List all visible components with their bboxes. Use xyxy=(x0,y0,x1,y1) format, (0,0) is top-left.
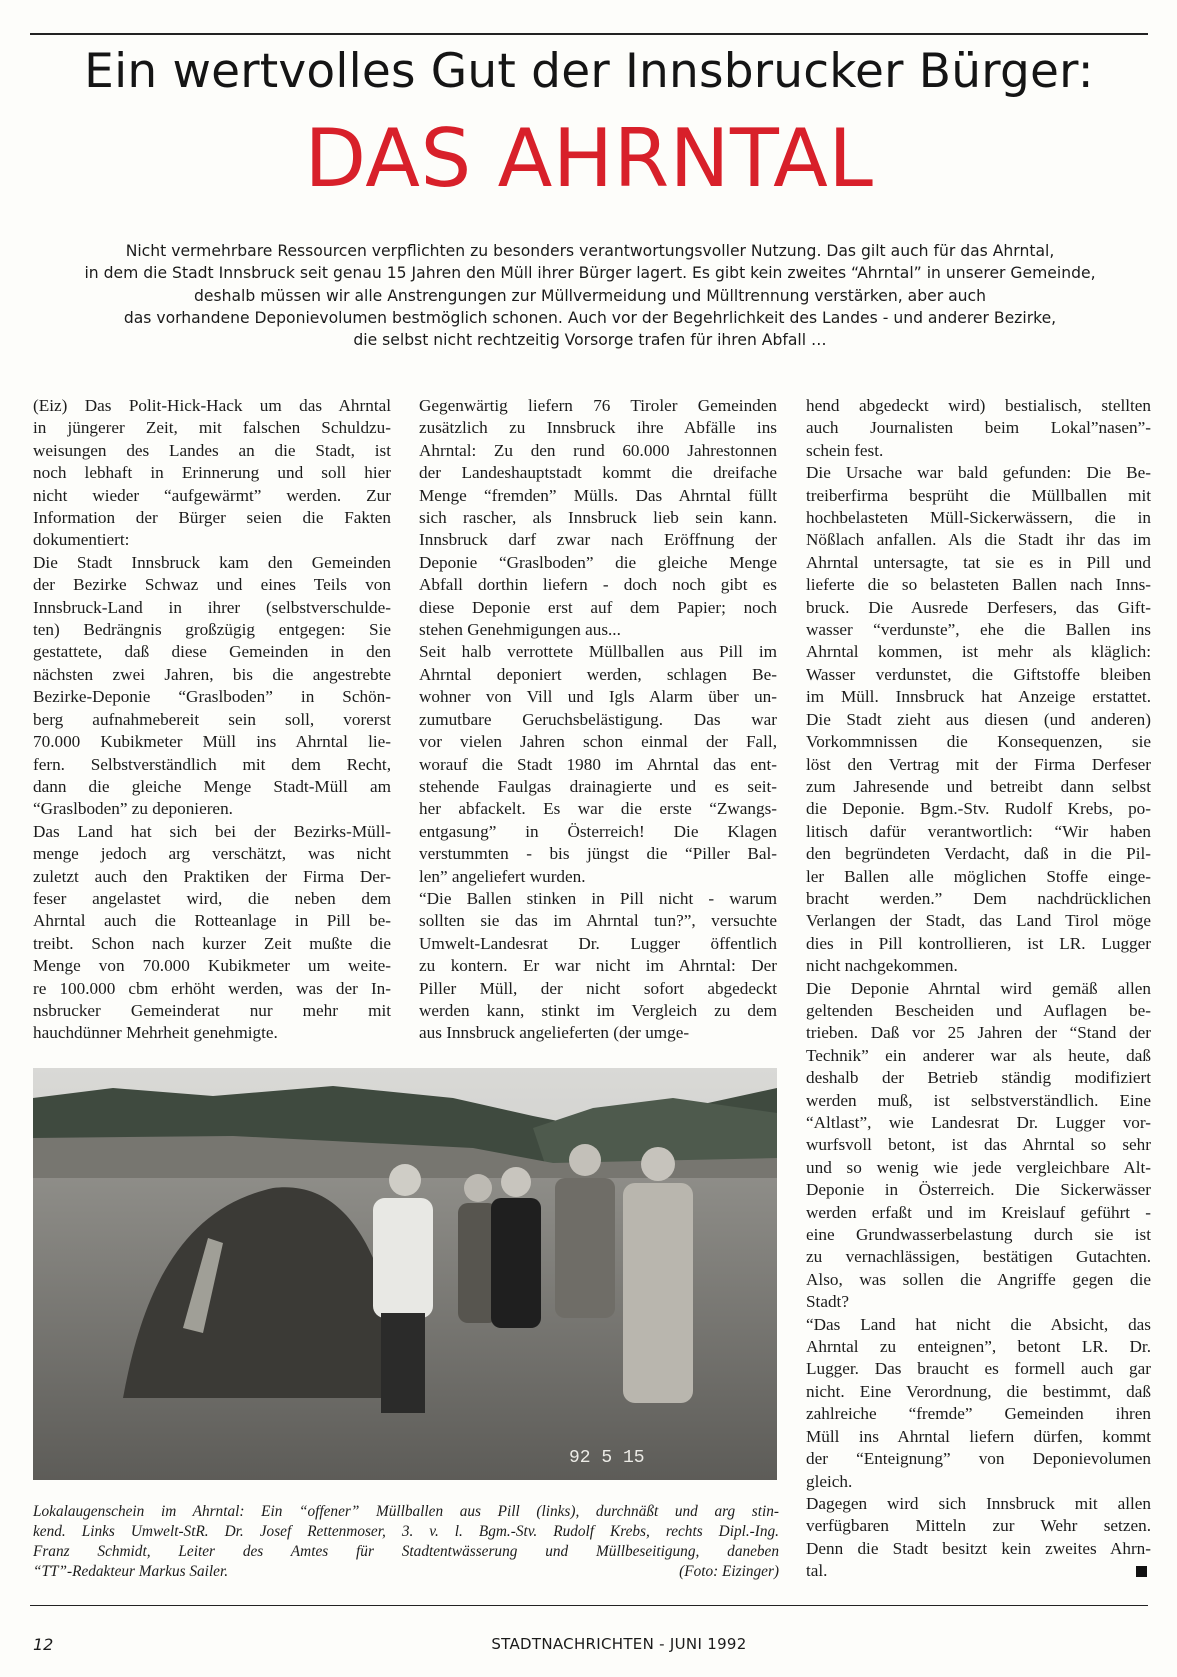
text-line: gestattete, daß diese Gemeinden in den xyxy=(33,642,391,662)
text-line: Dagegen wird sich Innsbruck mit allen xyxy=(806,1493,1151,1513)
text-line: nächsten zwei Jahren, bis die angestrebte xyxy=(33,664,391,684)
text-line: Wasser verdunstet, die Giftstoffe bleiben xyxy=(806,664,1151,684)
text-line: Innsbruck-Land in ihrer (selbstverschulde- xyxy=(33,597,391,617)
text-line: Deponie in Österreich. Die Sickerwässer xyxy=(806,1180,1151,1200)
text-line: hauchdünner Mehrheit genehmigte. xyxy=(33,1023,278,1043)
text-line: menge jedoch arg verschätzt, was nicht xyxy=(33,844,391,864)
text-line: Die Deponie Ahrntal wird gemäß allen xyxy=(806,978,1151,998)
text-line: litisch dafür verantwortlich: “Wir haben xyxy=(806,821,1151,841)
text-line: Technik” ein anderer war als heute, daß xyxy=(806,1045,1151,1065)
lead-line: die selbst nicht rechtzeitig Vorsorge trafen für ihren Abfall … xyxy=(353,331,827,350)
text-line: treibt. Schon nach kurzer Zeit mußte die xyxy=(33,933,391,953)
text-line: werden kann, stinkt im Vergleich zu dem xyxy=(419,1000,777,1020)
text-line: sich rascher, als Innsbruck lieb sein kann. xyxy=(419,508,777,528)
text-line: dann die gleiche Menge Stadt-Müll am xyxy=(33,776,391,796)
text-line: 70.000 Kubikmeter Müll ins Ahrntal lie- xyxy=(33,732,391,752)
text-line: wasser “verdunste”, ehe die Ballen ins xyxy=(806,620,1151,640)
text-line: ten) Bedrängnis großzügig entgegen: Sie xyxy=(33,620,391,640)
landfill-photo xyxy=(33,1068,777,1480)
text-line: “Das Land hat nicht die Absicht, das xyxy=(806,1314,1151,1334)
text-line: bruck. Die Ausrede Derfesers, das Gift- xyxy=(806,597,1151,617)
text-line: Die Stadt Innsbruck kam den Gemeinden xyxy=(33,552,391,572)
text-line: nicht. Eine Verordnung, die bestimmt, daß xyxy=(806,1381,1151,1401)
text-line: Verlangen der Stadt, das Land Tirol möge xyxy=(806,911,1151,931)
text-line: in jüngerer Zeit, mit falschen Schuldzu- xyxy=(33,418,391,438)
article-column-2 xyxy=(419,395,777,1045)
text-line: berg aufnahmebereit sein soll, vorerst xyxy=(33,709,391,729)
text-line: Ahrntal deponiert werden, schlagen Be- xyxy=(419,664,777,684)
text-line: und so wenig wie jede vergleichbare Alt- xyxy=(806,1157,1151,1177)
page-number: 12 xyxy=(33,1635,54,1654)
text-line: Nößlach anfallen. Als die Stadt ihr das im xyxy=(806,530,1151,550)
text-line: (Eiz) Das Polit-Hick-Hack um das Ahrntal xyxy=(33,396,391,415)
caption-line xyxy=(33,1562,779,1582)
text-line: Piller Müll, der nicht sofort abgedeckt xyxy=(419,978,777,998)
text-line: diese Deponie erst auf dem Papier; noch xyxy=(419,597,777,617)
text-line: Information der Bürger seien die Fakten xyxy=(33,508,391,528)
lead-line: deshalb müssen wir alle Anstrengungen zur Müllvermeidung und Mülltrennung verstärken, aber auch xyxy=(194,286,986,305)
text-line: stehen Genehmigungen aus... xyxy=(419,620,621,640)
text-line: “Die Ballen stinken in Pill nicht - warum xyxy=(419,888,777,908)
text-line: eine Grundwasserbelastung durch sie ist xyxy=(806,1225,1151,1245)
article-column-1 xyxy=(33,395,391,1045)
caption-line: Franz Schmidt, Leiter des Amtes für Stadtentwässerung und Müllbeseitigung, daneben xyxy=(33,1542,779,1560)
headline: Ein wertvolles Gut der Innsbrucker Bürger: xyxy=(84,44,1094,99)
text-line: ler Ballen alle möglichen Stoffe einge- xyxy=(806,866,1151,886)
text-line: Ahrntal kommen, ist mehr als kläglich: xyxy=(806,642,1151,662)
text-line: verfügbaren Mitteln zur Wehr setzen. xyxy=(806,1516,1151,1536)
text-line: Seit halb verrottete Müllballen aus Pill im xyxy=(419,642,777,662)
text-line: Ahrntal zu enteignen”, betont LR. Dr. xyxy=(806,1337,1151,1357)
lead-line: das vorhandene Deponievolumen bestmöglich schonen. Auch vor der Begehrlichkeit des Landes - und anderer Bezirke, xyxy=(123,308,1057,327)
text-line: nicht wieder “aufgewärmt” werden. Zur xyxy=(33,485,391,505)
photo-credit: (Foto: Eizinger) xyxy=(679,1562,779,1580)
text-line: geltenden Bescheiden und Auflagen be- xyxy=(806,1000,1151,1020)
text-line: Abfall dorthin liefern - doch noch gibt es xyxy=(419,575,777,595)
lead-paragraph xyxy=(40,240,1140,351)
text-line: dokumentiert: xyxy=(33,530,130,550)
text-line: fern. Selbstverständlich mit dem Recht, xyxy=(33,754,391,774)
text-line: den begründeten Verdacht, daß in die Pil- xyxy=(806,844,1151,864)
caption-line: kend. Links Umwelt-StR. Dr. Josef Rettenmoser, 3. v. l. Bgm.-Stv. Rudolf Krebs, rechts Dipl.-Ing. xyxy=(33,1522,779,1540)
text-line: entgasung” in Österreich! Die Klagen xyxy=(419,821,777,841)
text-line: worauf die Stadt 1980 im Ahrntal das ent- xyxy=(419,754,777,774)
text-line: der “Enteignung” von Deponievolumen xyxy=(806,1449,1151,1469)
landfill-photo-illustration xyxy=(33,1068,777,1480)
text-line: Ahrntal: Zu den rund 60.000 Jahrestonnen xyxy=(419,440,777,460)
text-line: nsbrucker Gemeinderat nur mehr mit xyxy=(33,1000,391,1020)
text-line: zuletzt auch den Praktiken der Firma Der- xyxy=(33,866,391,886)
text-line: deshalb der Betrieb ständig modifiziert xyxy=(806,1068,1151,1088)
text-line: trieben. Daß vor 25 Jahren der “Stand der xyxy=(806,1023,1151,1043)
publication-footer xyxy=(30,1635,1148,1653)
text-line: zumutbare Geruchsbelästigung. Das war xyxy=(419,709,777,729)
text-line: Menge “fremden” Mülls. Das Ahrntal füllt xyxy=(419,485,777,505)
text-line: der Landeshauptstadt kommt die dreifache xyxy=(419,463,777,483)
text-line: Die Ursache war bald gefunden: Die Be- xyxy=(806,463,1151,483)
text-line: len” angeliefert wurden. xyxy=(419,866,586,886)
publication-name: STADTNACHRICHTEN - JUNI 1992 xyxy=(491,1635,747,1653)
text-line: re 100.000 cbm erhöht werden, was der In- xyxy=(33,978,391,998)
text-line: Lugger. Das braucht es formell auch gar xyxy=(806,1359,1151,1379)
photo-caption xyxy=(33,1502,779,1582)
text-line: Denn die Stadt besitzt kein zweites Ahrn- xyxy=(806,1538,1151,1558)
text-line: wohner von Vill und Igls Alarm über un- xyxy=(419,687,777,707)
text-line: im Müll. Innsbruck hat Anzeige erstattet. xyxy=(806,687,1151,707)
text-line: Innsbruck darf zwar nach Eröffnung der xyxy=(419,530,777,550)
text-line: Menge von 70.000 Kubikmeter um weite- xyxy=(33,956,391,976)
text-line: “Graslboden” zu deponieren. xyxy=(33,799,233,819)
text-line: verstummten - bis jüngst die “Piller Bal- xyxy=(419,844,777,864)
text-line: die Deponie. Bgm.-Stv. Rudolf Krebs, po- xyxy=(806,799,1151,819)
text-line: Vorkommnissen die Konsequenzen, sie xyxy=(806,732,1151,752)
text-line: noch lebhaft in Erinnerung und soll hier xyxy=(33,463,391,483)
text-line: zum Jahresende und betreibt dann selbst xyxy=(806,776,1151,796)
text-line: zusätzlich zu Innsbruck ihre Abfälle ins xyxy=(419,418,777,438)
text-line: dies in Pill kontrollieren, ist LR. Lugger xyxy=(806,933,1151,953)
text-line: gleich. xyxy=(806,1471,853,1491)
bottom-rule xyxy=(30,1605,1148,1606)
text-line: treiberfirma besprüht die Müllballen mit xyxy=(806,485,1151,505)
text-line: Ahrntal auch die Rotteanlage in Pill be- xyxy=(33,911,391,931)
text-line: der Bezirke Schwaz und eines Teils von xyxy=(33,575,391,595)
text-line: werden muß, ist selbstverständlich. Eine xyxy=(806,1090,1151,1110)
caption-line-text: “TT”-Redakteur Markus Sailer. xyxy=(33,1562,229,1580)
text-line: Gegenwärtig liefern 76 Tiroler Gemeinden xyxy=(419,396,777,415)
text-line: zu vernachlässigen, bestätigen Gutachten. xyxy=(806,1247,1151,1267)
text-line: stehende Faulgas drainagierte und es seit- xyxy=(419,776,777,796)
text-line: Deponie “Graslboden” die gleiche Menge xyxy=(419,552,777,572)
text-line: “Altlast”, wie Landesrat Dr. Lugger vor- xyxy=(806,1113,1151,1132)
text-line: zahlreiche “fremde” Gemeinden ihren xyxy=(806,1404,1151,1424)
text-line: tal. xyxy=(806,1560,1151,1582)
text-line: Die Stadt zieht aus diesen (und anderen) xyxy=(806,709,1151,729)
text-line: wurfsvoll betont, ist das Ahrntal so sehr xyxy=(806,1135,1151,1155)
text-line: her abfackelt. Es war die erste “Zwangs- xyxy=(419,799,777,819)
text-line: Ahrntal untersagte, tat sie es in Pill und xyxy=(806,552,1151,572)
text-line: hochbelasteten Müll-Sickerwässern, die in xyxy=(806,508,1151,528)
text-line: aus Innsbruck angelieferten (der umge- xyxy=(419,1023,690,1043)
text-line: Stadt? xyxy=(806,1292,849,1312)
photo-date-stamp: 92 5 15 xyxy=(569,1448,645,1468)
text-line: Das Land hat sich bei der Bezirks-Müll- xyxy=(33,821,391,841)
text-line: schein fest. xyxy=(806,440,884,460)
text-line: löst den Vertrag mit der Firma Derfeser xyxy=(806,754,1151,774)
text-line: feser angelastet wird, die neben dem xyxy=(33,888,391,908)
caption-line: Lokalaugenschein im Ahrntal: Ein “offener” Müllballen aus Pill (links), durchnäßt und arg stin- xyxy=(33,1503,779,1520)
text-line: werden erfaßt und im Kreislauf geführt - xyxy=(806,1202,1151,1222)
lead-line: Nicht vermehrbare Ressourcen verpflichten zu besonders verantwortungsvoller Nutzung. Das gilt auch für das Ahrntal, xyxy=(125,242,1055,260)
text-line: Umwelt-Landesrat Dr. Lugger öffentlich xyxy=(419,933,777,953)
article-column-3 xyxy=(806,395,1151,1583)
text-line: sollten sie das im Ahrntal tun?”, versuchte xyxy=(419,911,777,931)
text-line: bracht werden.” Dem nachdrücklichen xyxy=(806,888,1151,908)
text-line: vor vielen Jahren schon einmal der Fall, xyxy=(419,732,777,752)
text-line: zu kontern. Er war nicht im Ahrntal: Der xyxy=(419,956,777,976)
top-rule xyxy=(30,33,1148,35)
text-line: Bezirke-Deponie “Graslboden” in Schön- xyxy=(33,687,391,707)
text-line: nicht nachgekommen. xyxy=(806,956,958,976)
text-line: Also, was sollen die Angriffe gegen die xyxy=(806,1269,1151,1289)
lead-line: in dem die Stadt Innsbruck seit genau 15 Jahren den Müll ihrer Bürger lagert. Es gibt kein zweites “Ahrntal” in unserer Gemeinde, xyxy=(84,264,1096,283)
text-line: lieferte die so belasteten Ballen nach Inns- xyxy=(806,575,1151,595)
end-of-article-mark xyxy=(1136,1566,1147,1577)
text-line: Müll ins Ahrntal liefern dürfen, kommt xyxy=(806,1426,1151,1446)
text-line: hend abgedeckt wird) bestialisch, stellten xyxy=(806,396,1151,415)
article-title: DAS AHRNTAL xyxy=(304,112,874,205)
text-line: weisungen des Landes an die Stadt, ist xyxy=(33,440,391,460)
text-line: auch Journalisten beim Lokal”nasen”- xyxy=(806,418,1151,438)
